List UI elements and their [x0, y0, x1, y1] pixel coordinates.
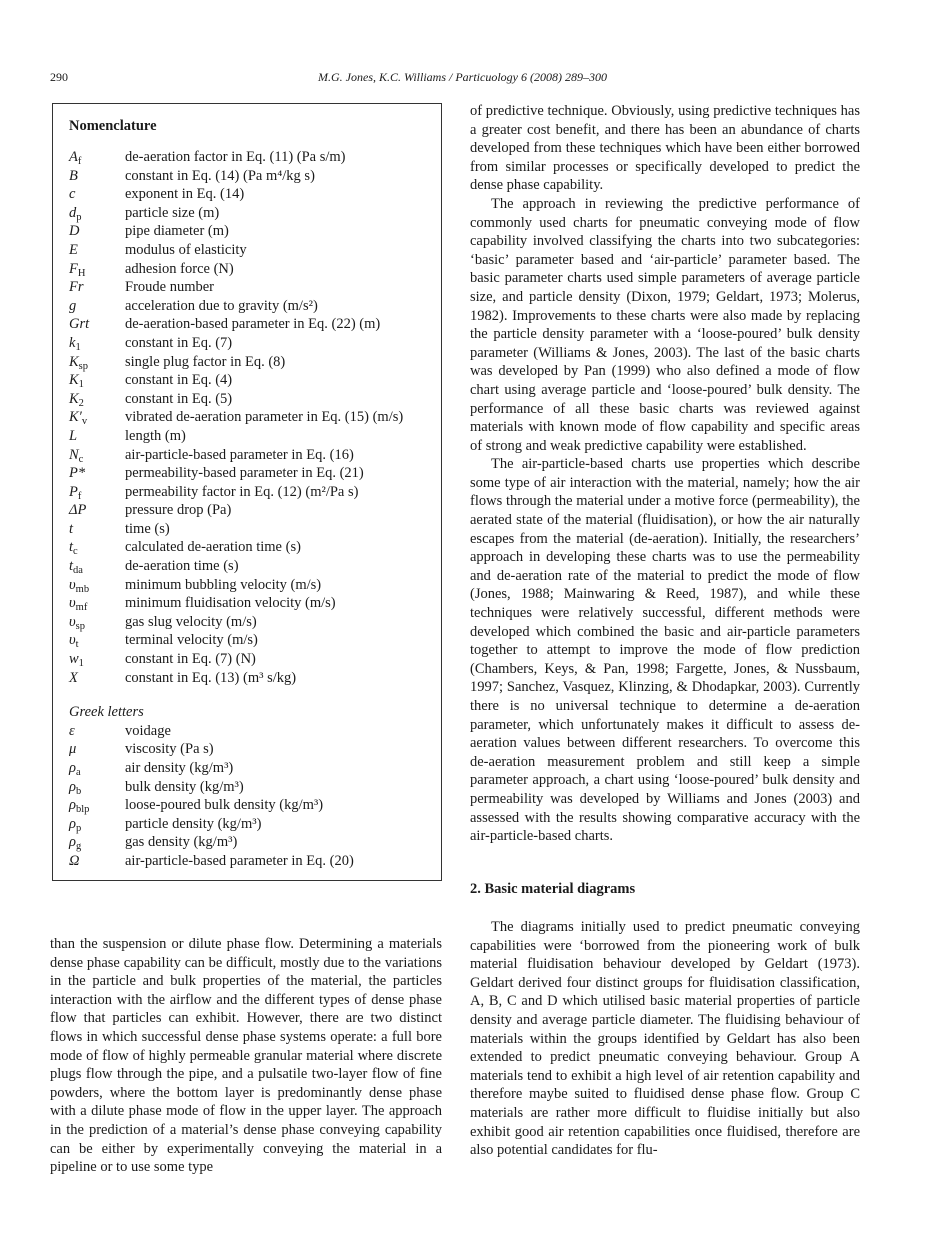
- nomenclature-description: vibrated de-aeration parameter in Eq. (15) (m/s): [125, 409, 404, 426]
- symbol-subscript: c: [78, 453, 84, 465]
- nomenclature-description: constant in Eq. (5): [125, 390, 233, 407]
- symbol-base: ε: [69, 722, 75, 739]
- nomenclature-symbol: [69, 427, 125, 446]
- nomenclature-description: particle density (kg/m³): [125, 815, 262, 832]
- paragraph: The approach in reviewing the predictive performance of commonly used charts for pneumatic conveying mode of flow capability involved classifying the charts into two subcategories: ‘basic’ parameter based and ‘air-particle’ parameter based. The basic parameter charts used simple parameters of average particle size, and particle density (Dixon, 1979; Geldart, 1973; Molerus, 1982). Improvements to these charts were also made by replacing the particle density parameter with a ‘loose-poured’ bulk density parameter (Williams & Jones, 2003). The last of the basic charts was developed by Pan (1999) who also defined a mode of flow chart using average particle and ‘loose-poured’ bulk density. The performance of all these basic charts was reviewed against materials with known mode of flow capability and specific areas of strong and weak predictive capability were established.: [470, 195, 860, 454]
- nomenclature-description: Froude number: [125, 279, 214, 296]
- nomenclature-row: [69, 759, 439, 778]
- nomenclature-row: [69, 446, 439, 465]
- nomenclature-description: de-aeration-based parameter in Eq. (22) (m): [125, 316, 381, 333]
- symbol-base: Fr: [69, 279, 84, 296]
- symbol-base: P: [69, 483, 78, 500]
- nomenclature-row: [69, 334, 439, 353]
- symbol-base: υ: [69, 613, 76, 630]
- nomenclature-description: air-particle-based parameter in Eq. (20): [125, 852, 354, 869]
- nomenclature-row: [69, 278, 439, 297]
- nomenclature-row: [69, 594, 439, 613]
- nomenclature-row: [69, 297, 439, 316]
- symbol-subscript: f: [77, 490, 82, 502]
- nomenclature-description: minimum fluidisation velocity (m/s): [125, 595, 336, 612]
- symbol-base: K: [69, 372, 79, 389]
- nomenclature-row: [69, 538, 439, 557]
- nomenclature-description: permeability factor in Eq. (12) (m²/Pa s): [125, 483, 359, 500]
- nomenclature-row: [69, 631, 439, 650]
- symbol-base: k: [69, 334, 76, 351]
- nomenclature-description: modulus of elasticity: [125, 241, 247, 258]
- nomenclature-row: [69, 408, 439, 427]
- symbol-base: c: [69, 186, 76, 203]
- symbol-base: D: [69, 223, 80, 240]
- nomenclature-description: loose-poured bulk density (kg/m³): [125, 797, 324, 814]
- nomenclature-description: time (s): [125, 520, 170, 537]
- paragraph: The diagrams initially used to predict pneumatic conveying capabilities were ‘borrowed from the pioneering work of bulk material fluidisation behaviour developed by Geldart (1973). Geldart derived four distinct groups for fluidisation classification, A, B, C and D which utilised basic material properties of particle density and average particle diameter. The fluidising behaviour of materials within the groups identified by Geldart has also been extended to predict pneumatic conveying behaviour. Group A materials tend to exhibit a high level of air retention capability and therefore maybe suited to fluidised dense phase flow. Group C materials are rather more difficult to fluidise initially but also exhibit good air retention capabilities once fluidised, therefore are also potential candidates for flu-: [470, 919, 860, 1159]
- symbol-subscript: da: [73, 565, 83, 577]
- symbol-base: d: [69, 204, 77, 221]
- nomenclature-symbol: [69, 669, 125, 688]
- nomenclature-row: [69, 722, 439, 741]
- symbol-subscript: g: [75, 841, 82, 853]
- nomenclature-description: exponent in Eq. (14): [125, 186, 245, 203]
- greek-letters-heading: Greek letters: [69, 704, 144, 721]
- nomenclature-row: [69, 557, 439, 576]
- nomenclature-list: [69, 148, 439, 871]
- nomenclature-symbol: [69, 185, 125, 204]
- nomenclature-row: [69, 650, 439, 669]
- symbol-subscript: b: [75, 785, 82, 797]
- paragraph: than the suspension or dilute phase flow. Determining a materials dense phase capability can be difficult, mostly due to the variations in the particle and bulk properties of the material, the particles interaction with the airflow and the different types of dense phase flow that particles can exhibit. However, there are two distinct flows in which successful dense phase systems operate: a full bore mode of flow of highly permeable granular material where discrete plugs flow through the pipe, and a pulsatile two-layer flow of fine powders, where the bottom layer is predominantly dense phase with a dilute phase mode of flow in the upper layer. The approach in the prediction of a material’s dense phase conveying capability can be either by experimentally conveying the material in a pipeline or to use some type: [50, 936, 442, 1176]
- symbol-subscript: mf: [75, 602, 88, 614]
- nomenclature-description: de-aeration factor in Eq. (11) (Pa s/m): [125, 149, 346, 165]
- nomenclature-symbol: [69, 740, 125, 759]
- symbol-subscript: sp: [78, 360, 89, 372]
- section-text: [470, 918, 860, 1160]
- symbol-base: K: [69, 353, 79, 370]
- nomenclature-row: [69, 204, 439, 223]
- nomenclature-description: air density (kg/m³): [125, 760, 234, 776]
- nomenclature-description: pressure drop (Pa): [125, 502, 232, 519]
- symbol-subscript: 1: [75, 341, 81, 353]
- symbol-base: υ: [69, 632, 76, 649]
- running-title: M.G. Jones, K.C. Williams / Particuology 6 (2008) 289–300: [318, 70, 607, 84]
- nomenclature-symbol: [69, 222, 125, 241]
- symbol-subscript: p: [75, 822, 82, 834]
- nomenclature-description: viscosity (Pa s): [125, 741, 214, 758]
- symbol-base: ΔP: [69, 502, 87, 519]
- nomenclature-description: bulk density (kg/m³): [125, 778, 244, 795]
- symbol-base: ρ: [69, 834, 76, 851]
- symbol-base: P*: [69, 465, 86, 482]
- nomenclature-description: constant in Eq. (13) (m³ s/kg): [125, 669, 297, 686]
- nomenclature-row: [69, 222, 439, 241]
- nomenclature-description: air-particle-based parameter in Eq. (16): [125, 446, 354, 463]
- nomenclature-row: [69, 464, 439, 483]
- symbol-subscript: 1: [78, 379, 84, 391]
- symbol-base: μ: [69, 741, 77, 758]
- nomenclature-row: [69, 241, 439, 260]
- symbol-base: w: [69, 651, 79, 668]
- nomenclature-description: gas density (kg/m³): [125, 834, 238, 851]
- nomenclature-row: [69, 613, 439, 632]
- symbol-subscript: f: [77, 156, 82, 167]
- symbol-base: K′: [69, 409, 82, 426]
- symbol-base: L: [69, 427, 78, 444]
- symbol-subscript: blp: [75, 804, 90, 816]
- nomenclature-row: [69, 315, 439, 334]
- nomenclature-row: [69, 148, 439, 167]
- nomenclature-row: [69, 353, 439, 372]
- nomenclature-row: [69, 427, 439, 446]
- nomenclature-description: constant in Eq. (7): [125, 334, 233, 351]
- nomenclature-symbol: [69, 520, 125, 539]
- left-column-text: [50, 935, 442, 1177]
- symbol-base: t: [69, 520, 74, 537]
- symbol-base: t: [69, 539, 74, 556]
- symbol-base: g: [69, 297, 77, 314]
- nomenclature-symbol: [69, 297, 125, 316]
- section-heading: 2. Basic material diagrams: [470, 881, 636, 897]
- symbol-subscript: t: [75, 639, 79, 651]
- symbol-base: B: [69, 167, 78, 184]
- symbol-base: A: [69, 149, 78, 165]
- symbol-base: ρ: [69, 815, 76, 832]
- nomenclature-description: gas slug velocity (m/s): [125, 613, 257, 630]
- nomenclature-description: length (m): [125, 427, 186, 444]
- symbol-base: E: [69, 241, 78, 258]
- nomenclature-description: terminal velocity (m/s): [125, 632, 258, 649]
- nomenclature-symbol: [69, 464, 125, 483]
- nomenclature-description: constant in Eq. (14) (Pa m⁴/kg s): [125, 167, 315, 184]
- nomenclature-description: permeability-based parameter in Eq. (21): [125, 465, 364, 482]
- page-number: 290: [50, 70, 68, 84]
- symbol-base: X: [69, 669, 78, 686]
- nomenclature-row: [69, 483, 439, 502]
- nomenclature-symbol: [69, 167, 125, 186]
- symbol-base: t: [69, 558, 74, 575]
- symbol-base: υ: [69, 595, 76, 612]
- nomenclature-description: constant in Eq. (7) (N): [125, 651, 256, 668]
- nomenclature-description: acceleration due to gravity (m/s²): [125, 297, 318, 314]
- paragraph: The air-particle-based charts use properties which describe some type of air interaction with the material, namely; how the air flows through the material under a motive force (permeability), the aerated state of the material (fluidisation), or how the air naturally escapes from the material (de-aeration). Initially, the researchers’ approach in developing these charts was to use the permeability and de-aeration rate of the material to predict the mode of flow (Jones, 1988; Mainwaring & Reed, 1987), and while these techniques were relatively successful, different methods were developed which combined the basic and air-particle parameters together to attempt to improve the mode of flow prediction (Chambers, Keys, & Pan, 1998; Fargette, Jones, & Nussbaum, 1997; Sanchez, Vasquez, Klinzing, & Dhodapkar, 2003). Currently there is no universal technique to determine a de-aeration parameter, which unfortunately makes it difficult to assess de-aeration values between different researchers. To overcome this de-aeration measurement problem and still keep a simple parameter approach, a chart using ‘loose-poured’ bulk density and permeability was developed by Williams and Jones (2003) and assessed with the results showing comparative accuracy with the air-particle-based charts.: [470, 456, 860, 845]
- nomenclature-symbol: [69, 722, 125, 741]
- nomenclature-box: [52, 103, 442, 881]
- nomenclature-description: minimum bubbling velocity (m/s): [125, 576, 322, 593]
- symbol-subscript: v: [81, 416, 88, 428]
- paragraph: of predictive technique. Obviously, using predictive techniques has a greater cost benefit, and there has been an abundance of charts developed from these techniques which have been either borrowed from similar processes or specifically developed to predict the dense phase capability.: [470, 103, 860, 194]
- symbol-subscript: p: [76, 211, 82, 223]
- symbol-subscript: 2: [78, 397, 84, 409]
- nomenclature-description: voidage: [125, 722, 171, 739]
- symbol-base: υ: [69, 576, 76, 593]
- nomenclature-row: [69, 669, 439, 688]
- nomenclature-description: single plug factor in Eq. (8): [125, 353, 286, 370]
- nomenclature-row: [69, 260, 439, 279]
- nomenclature-description: particle size (m): [125, 204, 220, 221]
- symbol-base: ρ: [69, 778, 76, 795]
- symbol-base: ρ: [69, 760, 76, 776]
- symbol-base: ρ: [69, 797, 76, 814]
- nomenclature-row: [69, 778, 439, 797]
- nomenclature-symbol: [69, 852, 125, 871]
- nomenclature-description: calculated de-aeration time (s): [125, 539, 301, 556]
- nomenclature-row: [69, 390, 439, 409]
- nomenclature-symbol: [69, 241, 125, 260]
- symbol-subscript: mb: [75, 583, 90, 595]
- nomenclature-row: [69, 167, 439, 186]
- nomenclature-symbol: [69, 315, 125, 334]
- nomenclature-description: constant in Eq. (4): [125, 372, 233, 389]
- nomenclature-description: pipe diameter (m): [125, 223, 229, 240]
- nomenclature-row: [69, 520, 439, 539]
- symbol-subscript: c: [73, 546, 78, 558]
- nomenclature-row: [69, 501, 439, 520]
- nomenclature-symbol: [69, 501, 125, 520]
- symbol-base: K: [69, 390, 79, 407]
- nomenclature-description: adhesion force (N): [125, 260, 234, 277]
- nomenclature-row: [69, 796, 439, 815]
- symbol-base: Grt: [69, 316, 90, 333]
- nomenclature-title: Nomenclature: [69, 118, 157, 134]
- nomenclature-row: [69, 852, 439, 871]
- nomenclature-description: de-aeration time (s): [125, 558, 239, 575]
- nomenclature-row: [69, 815, 439, 834]
- nomenclature-row: [69, 833, 439, 852]
- nomenclature-row: [69, 185, 439, 204]
- symbol-subscript: H: [77, 267, 86, 279]
- right-column-text: [470, 102, 860, 846]
- symbol-subscript: 1: [78, 658, 84, 670]
- nomenclature-row: [69, 371, 439, 390]
- nomenclature-symbol: [69, 278, 125, 297]
- symbol-subscript: a: [75, 767, 81, 778]
- symbol-base: Ω: [69, 852, 80, 869]
- symbol-subscript: sp: [75, 620, 85, 632]
- symbol-base: N: [69, 446, 79, 463]
- symbol-base: F: [69, 260, 78, 277]
- nomenclature-row: [69, 576, 439, 595]
- nomenclature-row: [69, 740, 439, 759]
